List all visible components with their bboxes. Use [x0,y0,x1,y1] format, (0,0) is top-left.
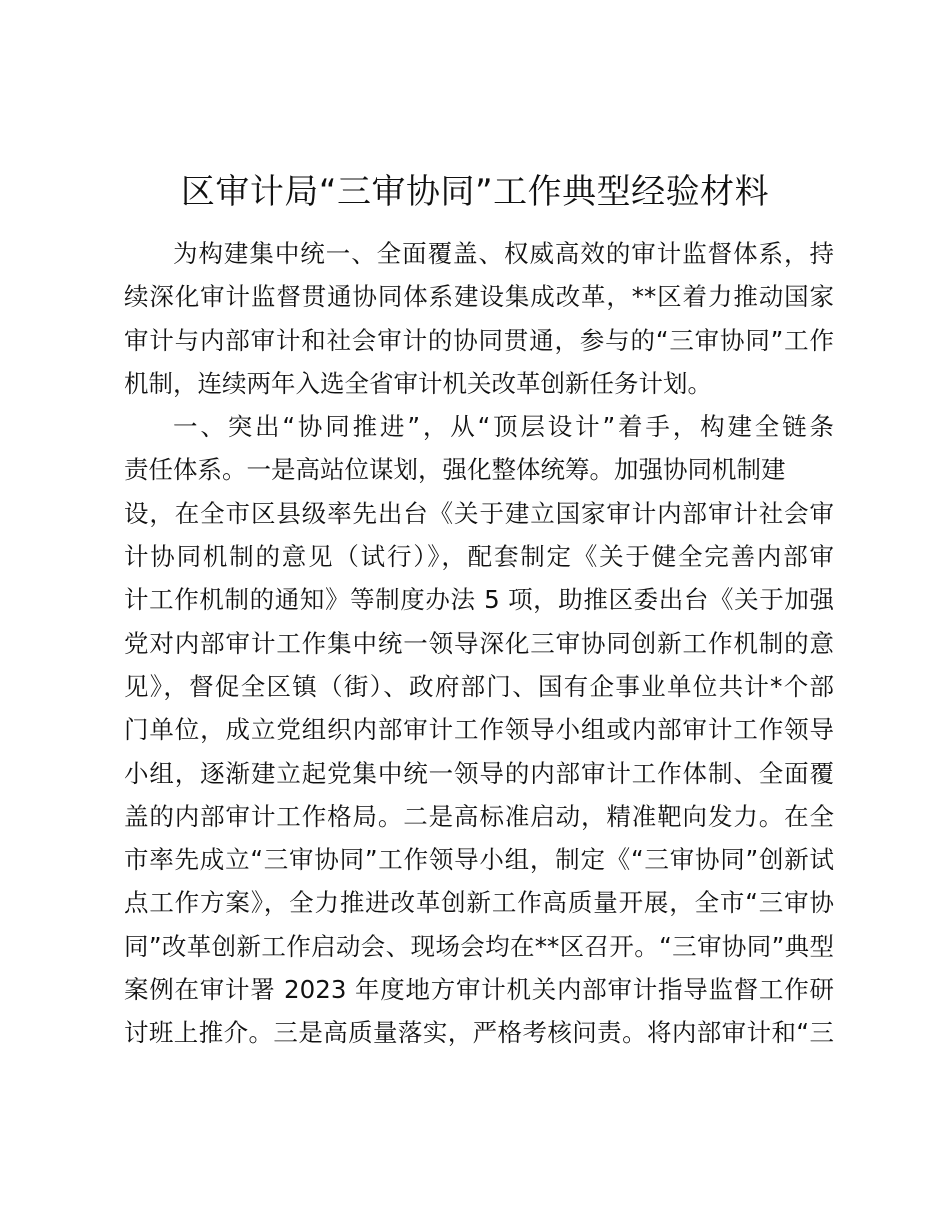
paragraph-line: 案例在审计署 2023 年度地方审计机关内部审计指导监督工作研 [124,975,834,1005]
paragraph-line: 点工作方案》，全力推进改革创新工作高质量开展，全市“三审协 [124,888,834,918]
paragraph-line: 党对内部审计工作集中统一领导深化三审协同创新工作机制的意 [124,628,834,658]
paragraph-line: 讨班上推介。三是高质量落实，严格考核问责。将内部审计和“三 [124,1018,834,1048]
paragraph-line: 小组，逐渐建立起党集中统一领导的内部审计工作体制、全面覆 [124,758,834,788]
paragraph-line: 同”改革创新工作启动会、现场会均在**区召开。“三审协同”典型 [124,931,834,961]
paragraph-line: 续深化审计监督贯通协同体系建设集成改革，**区着力推动国家 [124,282,834,312]
document-title: 区审计局“三审协同”工作典型经验材料 [180,172,770,212]
paragraph-line: 盖的内部审计工作格局。二是高标准启动，精准靶向发力。在全 [124,801,834,831]
document-body [124,232,834,1055]
paragraph-line: 见》，督促全区镇（街）、政府部门、国有企事业单位共计*个部 [124,671,834,701]
paragraph-line: 门单位，成立党组织内部审计工作领导小组或内部审计工作领导 [124,715,834,745]
paragraph-line: 机制，连续两年入选全省审计机关改革创新任务计划。 [124,368,712,398]
paragraph-line: 计协同机制的意见（试行）》，配套制定《关于健全完善内部审 [124,542,834,572]
paragraph-line: 责任体系。一是高站位谋划，强化整体统筹。加强协同机制建 [124,455,786,485]
paragraph-line: 计工作机制的通知》等制度办法 5 项，助推区委出台《关于加强 [124,585,834,615]
paragraph-line: 市率先成立“三审协同”工作领导小组，制定《“三审协同”创新试 [124,845,834,875]
paragraph-line: 一、突出“协同推进”，从“顶层设计”着手，构建全链条 [173,412,834,442]
paragraph-line: 设，在全市区县级率先出台《关于建立国家审计内部审计社会审 [124,498,834,528]
paragraph-line: 审计与内部审计和社会审计的协同贯通，参与的“三审协同”工作 [124,325,834,355]
paragraph-line: 为构建集中统一、全面覆盖、权威高效的审计监督体系，持 [173,239,834,268]
